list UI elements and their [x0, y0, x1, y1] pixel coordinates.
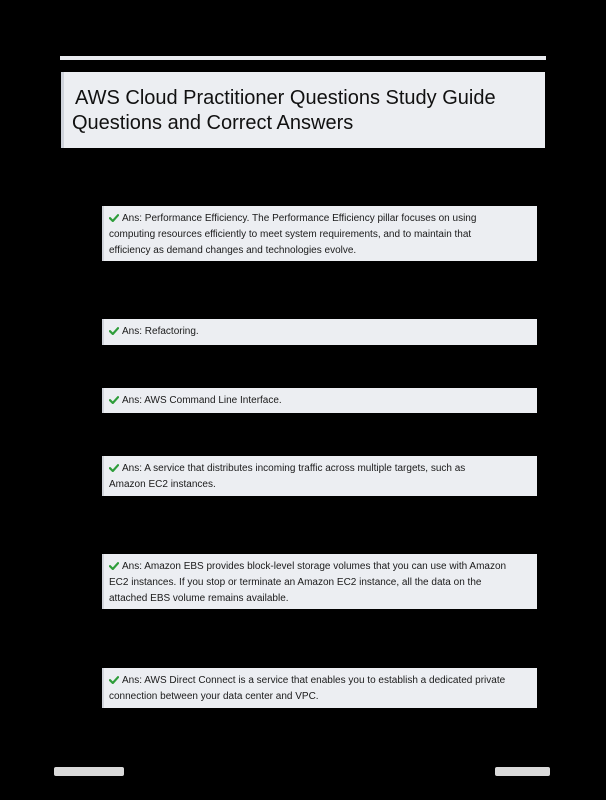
page-subtitle: Questions and Correct Answers [72, 112, 354, 134]
answer-text: Ans: AWS Direct Connect is a service that enables you to establish a dedicated private [122, 675, 506, 686]
check-icon [109, 464, 119, 472]
answer-box [102, 319, 537, 345]
check-icon [109, 562, 119, 570]
answer-box [102, 206, 537, 261]
check-icon [109, 676, 119, 684]
check-icon [109, 214, 119, 222]
answer-box [102, 388, 537, 413]
answer-text: Ans: A service that distributes incoming traffic across multiple targets, such as [122, 463, 466, 474]
answer-text: connection between your data center and VPC. [109, 691, 319, 702]
footer-left-blur [54, 767, 124, 776]
answer-text: attached EBS volume remains available. [109, 593, 289, 604]
check-icon [109, 327, 119, 335]
answer-box [102, 456, 537, 496]
answer-text: Ans: Refactoring. [122, 326, 199, 337]
check-icon [109, 396, 119, 404]
answer-text: Ans: Performance Efficiency. The Performance Efficiency pillar focuses on using [122, 213, 477, 224]
footer-right-blur [495, 767, 550, 776]
answer-box [102, 668, 537, 708]
answer-text: efficiency as demand changes and technologies evolve. [109, 245, 357, 256]
answer-box [102, 554, 537, 609]
title-box [61, 72, 545, 148]
answer-text: computing resources efficiently to meet system requirements, and to maintain that [109, 229, 472, 240]
answer-text: EC2 instances. If you stop or terminate an Amazon EC2 instance, all the data on the [109, 577, 482, 588]
answer-text: Ans: Amazon EBS provides block-level storage volumes that you can use with Amazon [122, 561, 507, 572]
page-title: AWS Cloud Practitioner Questions Study Guide [75, 87, 496, 109]
answer-text: Ans: AWS Command Line Interface. [122, 395, 282, 406]
answer-text: Amazon EC2 instances. [109, 479, 216, 490]
header-rule [60, 56, 546, 60]
